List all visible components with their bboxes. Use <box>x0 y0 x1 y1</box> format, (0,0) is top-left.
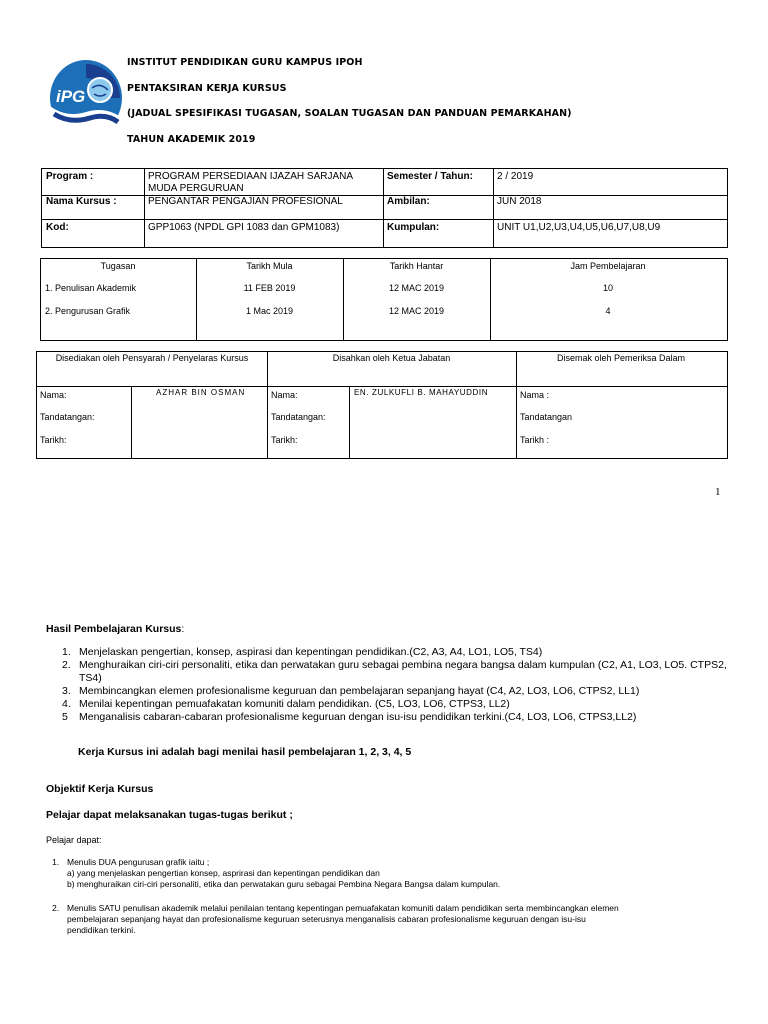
institute-name: INSTITUT PENDIDIKAN GURU KAMPUS IPOH <box>127 57 363 68</box>
program-value: PROGRAM PERSEDIAAN IJAZAH SARJANA MUDA PERGURUAN <box>148 171 353 194</box>
academic-year: TAHUN AKADEMIK 2019 <box>127 134 256 145</box>
program-label: Program : <box>46 171 94 182</box>
outcome-1-text: Menjelaskan pengertian, konsep, aspirasi dan kepentingan pendidikan.(C2, A3, A4, LO1, LO5, TS4) <box>79 646 543 658</box>
sign-header-prepared: Disediakan oleh Pensyarah / Penyelaras Kursus <box>55 353 249 363</box>
objective-2-line1: Menulis SATU penulisan akademik melalui penilaian tentang kepentingan pemuafakatan komuniti dalam pendidikan serta membincangkan elemen <box>67 903 619 913</box>
col2-name-value: EN. ZULKUFLI B. MAHAYUDDIN <box>354 388 489 397</box>
logo-text: iPG <box>56 87 86 106</box>
objective-2-line2: pembelajaran sepanjang hayat dan profesionalisme keguruan seterusnya menganalisis cabaran profesionalisme keguruan dengan isu-isu <box>67 914 586 924</box>
page-number: 1 <box>715 486 721 498</box>
outcomes-heading-text: Hasil Pembelajaran Kursus <box>46 623 182 635</box>
task-header-hours: Jam Pembelajaran <box>570 261 646 271</box>
objective-1-line2: a) yang menjelaskan pengertian konsep, asprirasi dan kepentingan pendidikan dan <box>67 868 380 878</box>
outcomes-heading <box>46 623 184 635</box>
outcome-2-number: 2. <box>62 659 71 671</box>
task-row-1-hours: 10 <box>602 283 613 293</box>
objective-1-number: 1. <box>52 857 60 867</box>
col1-name-value: AZHAR BIN OSMAN <box>156 388 246 397</box>
document-subtitle: (JADUAL SPESIFIKASI TUGASAN, SOALAN TUGASAN DAN PANDUAN PEMARKAHAN) <box>127 108 572 119</box>
task-row-1-start: 11 FEB 2019 <box>243 283 296 293</box>
code-label: Kod: <box>46 222 69 233</box>
intake-value: JUN 2018 <box>497 196 542 207</box>
col3-date-label: Tarikh : <box>520 435 550 445</box>
col1-signature-label: Tandatangan: <box>40 412 95 422</box>
code-value: GPP1063 (NPDL GPI 1083 dan GPM1083) <box>148 222 340 233</box>
outcome-4-number: 4. <box>62 698 71 710</box>
sign-header-checked: Disemak oleh Pemeriksa Dalam <box>556 353 686 363</box>
task-row-1-name: 1. Penulisan Akademik <box>45 283 137 293</box>
col3-signature-label: Tandatangan <box>520 412 573 422</box>
outcome-3-text: Membincangkan elemen profesionalisme keguruan dan pembelajaran sepanjang hayat (C4, A2, LO3, LO6, CTPS2, LL1) <box>79 685 640 697</box>
col1-date-label: Tarikh: <box>40 435 67 445</box>
outcome-5-text: Menganalisis cabaran-cabaran profesionalisme keguruan dengan isu-isu pendidikan terkini.(C4, LO3, LO6, CTPS3,LL2) <box>79 711 637 723</box>
task-row-2-due: 12 MAC 2019 <box>388 306 445 316</box>
sign-header-approved: Disahkan oleh Ketua Jabatan <box>332 353 451 363</box>
group-label: Kumpulan: <box>387 222 440 233</box>
task-header-tugasan: Tugasan <box>100 261 136 271</box>
semester-value: 2 / 2019 <box>497 171 534 182</box>
task-row-2-start: 1 Mac 2019 <box>245 306 294 316</box>
course-name-value: PENGANTAR PENGAJIAN PROFESIONAL <box>148 196 343 207</box>
task-header-start: Tarikh Mula <box>246 261 293 271</box>
assessment-title: PENTAKSIRAN KERJA KURSUS <box>127 83 287 94</box>
col3-nama-label: Nama : <box>520 390 550 400</box>
task-row-2-name: 2. Pengurusan Grafik <box>45 306 131 316</box>
task-header-due: Tarikh Hantar <box>389 261 444 271</box>
outcome-2-text: Menghuraikan ciri-ciri personaliti, etika dan perwatakan guru sebagai pembina negara bangsa dalam kumpulan (C2, A1, LO3, LO5. CTPS2, TS4) <box>79 659 727 684</box>
course-name-label: Nama Kursus : <box>46 196 117 207</box>
outcome-1-number: 1. <box>62 646 71 658</box>
col2-date-label: Tarikh: <box>271 435 298 445</box>
outcome-5-number: 5 <box>62 711 68 723</box>
col2-nama-label: Nama: <box>271 390 298 400</box>
task-row-1-due: 12 MAC 2019 <box>388 283 445 293</box>
col2-signature-label: Tandatangan: <box>271 412 326 422</box>
objective-2-number: 2. <box>52 903 60 913</box>
outcomes-heading-colon: : <box>181 623 185 635</box>
objectives-heading: Objektif Kerja Kursus <box>46 783 154 795</box>
objective-1-line3: b) menghuraikan ciri-ciri personaliti, etika dan perwatakan guru sebagai Pembina Negara Bangsa dalam kumpulan. <box>67 879 501 889</box>
objective-1-line1: Menulis DUA pengurusan grafik iaitu ; <box>67 857 210 867</box>
outcome-4-text: Menilai kepentingan pemuafakatan komuniti dalam pendidikan. (C5, LO3, LO6, CTPS3, LL2) <box>79 698 510 710</box>
task-row-2-hours: 4 <box>605 306 611 316</box>
ipg-logo <box>46 56 122 140</box>
outcome-3-number: 3. <box>62 685 71 697</box>
objectives-subheading: Pelajar dapat melaksanakan tugas-tugas berikut ; <box>46 809 293 821</box>
assessment-note: Kerja Kursus ini adalah bagi menilai hasil pembelajaran 1, 2, 3, 4, 5 <box>78 746 412 758</box>
objectives-intro: Pelajar dapat: <box>46 835 102 845</box>
semester-label: Semester / Tahun: <box>387 171 473 182</box>
col1-nama-label: Nama: <box>40 390 67 400</box>
group-value: UNIT U1,U2,U3,U4,U5,U6,U7,U8,U9 <box>497 222 661 233</box>
intake-label: Ambilan: <box>387 196 430 207</box>
objective-2-line3: pendidikan terkini. <box>67 925 136 935</box>
